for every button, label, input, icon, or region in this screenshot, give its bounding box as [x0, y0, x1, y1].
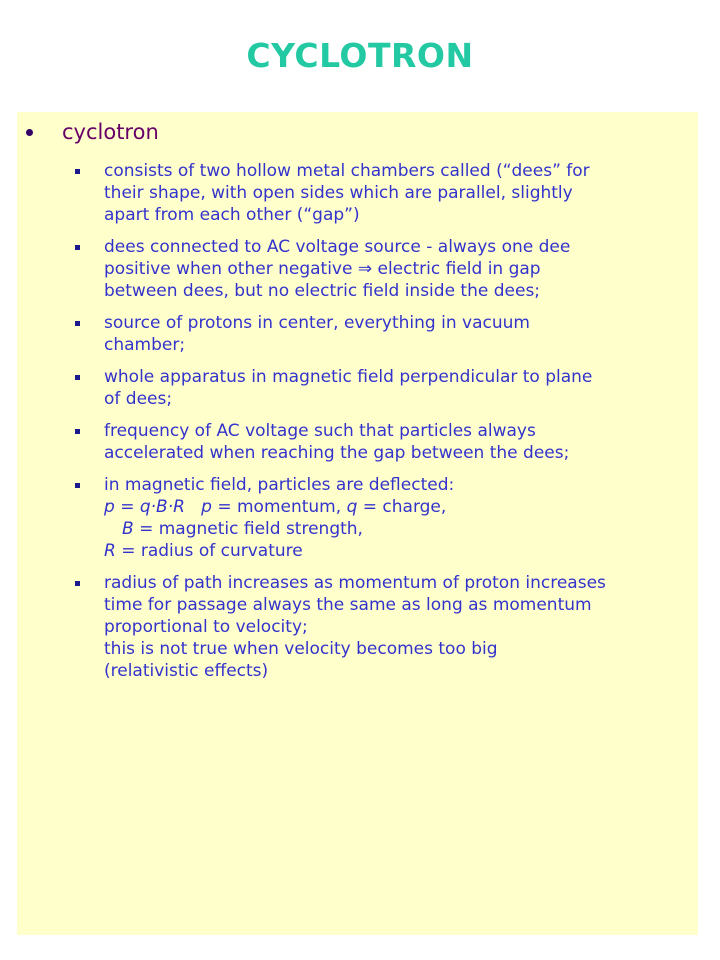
list-item [75, 160, 695, 226]
item-text [104, 420, 695, 464]
item-text [104, 572, 695, 682]
list-item [75, 366, 695, 410]
text-line: source of protons in center, everything in vacuum [104, 313, 530, 333]
square-bullet-icon [75, 375, 80, 380]
definition-b: = magnetic field strength, [133, 519, 363, 539]
square-bullet-icon [75, 483, 80, 488]
item-text [104, 474, 695, 562]
list-item [75, 572, 695, 682]
text-line: apart from each other (“gap”) [104, 205, 360, 225]
text-line: between dees, but no electric field inside the dees; [104, 281, 541, 301]
symbol-q: q [346, 497, 358, 517]
square-bullet-icon [75, 245, 80, 250]
content-panel [17, 112, 698, 935]
topic-label: cyclotron [62, 120, 159, 144]
item-text [104, 366, 695, 410]
list-item [75, 236, 695, 302]
text-line: radius of path increases as momentum of proton increases [104, 573, 606, 593]
slide-title: CYCLOTRON [246, 36, 474, 75]
text-line: time for passage always the same as long as momentum [104, 595, 592, 615]
text-line: this is not true when velocity becomes too big [104, 639, 498, 659]
text-line: dees connected to AC voltage source - always one dee [104, 237, 571, 257]
list-item [75, 474, 695, 562]
text-line: of dees; [104, 389, 173, 409]
list-item [75, 420, 695, 464]
round-bullet-icon [26, 129, 33, 136]
square-bullet-icon [75, 429, 80, 434]
definition-r: = radius of curvature [115, 541, 303, 561]
square-bullet-icon [75, 169, 80, 174]
text-line: their shape, with open sides which are parallel, slightly [104, 183, 573, 203]
definition-q: = charge, [357, 497, 447, 517]
list-item [75, 312, 695, 356]
formula-line [104, 496, 695, 518]
symbol-b: B [122, 519, 134, 539]
symbol-r: R [104, 541, 116, 561]
text-line: accelerated when reaching the gap between the dees; [104, 443, 570, 463]
text-line [104, 518, 695, 540]
text-line: positive when other negative ⇒ electric field in gap [104, 259, 541, 279]
topic-heading [26, 120, 159, 144]
definition-p: = momentum, [211, 497, 347, 517]
text-line [104, 540, 695, 562]
text-line: frequency of AC voltage such that particles always [104, 421, 536, 441]
item-text [104, 312, 695, 356]
text-line: in magnetic field, particles are deflected: [104, 475, 455, 495]
square-bullet-icon [75, 581, 80, 586]
symbol-p: p [201, 497, 212, 517]
item-text [104, 160, 695, 226]
item-text [104, 236, 695, 302]
square-bullet-icon [75, 321, 80, 326]
text-line: chamber; [104, 335, 186, 355]
text-line: (relativistic effects) [104, 661, 269, 681]
text-line: consists of two hollow metal chambers called (“dees” for [104, 161, 590, 181]
bullet-list [75, 160, 695, 692]
text-line: proportional to velocity; [104, 617, 308, 637]
text-line: whole apparatus in magnetic field perpendicular to plane [104, 367, 593, 387]
formula: p = q·B·R [104, 497, 185, 517]
